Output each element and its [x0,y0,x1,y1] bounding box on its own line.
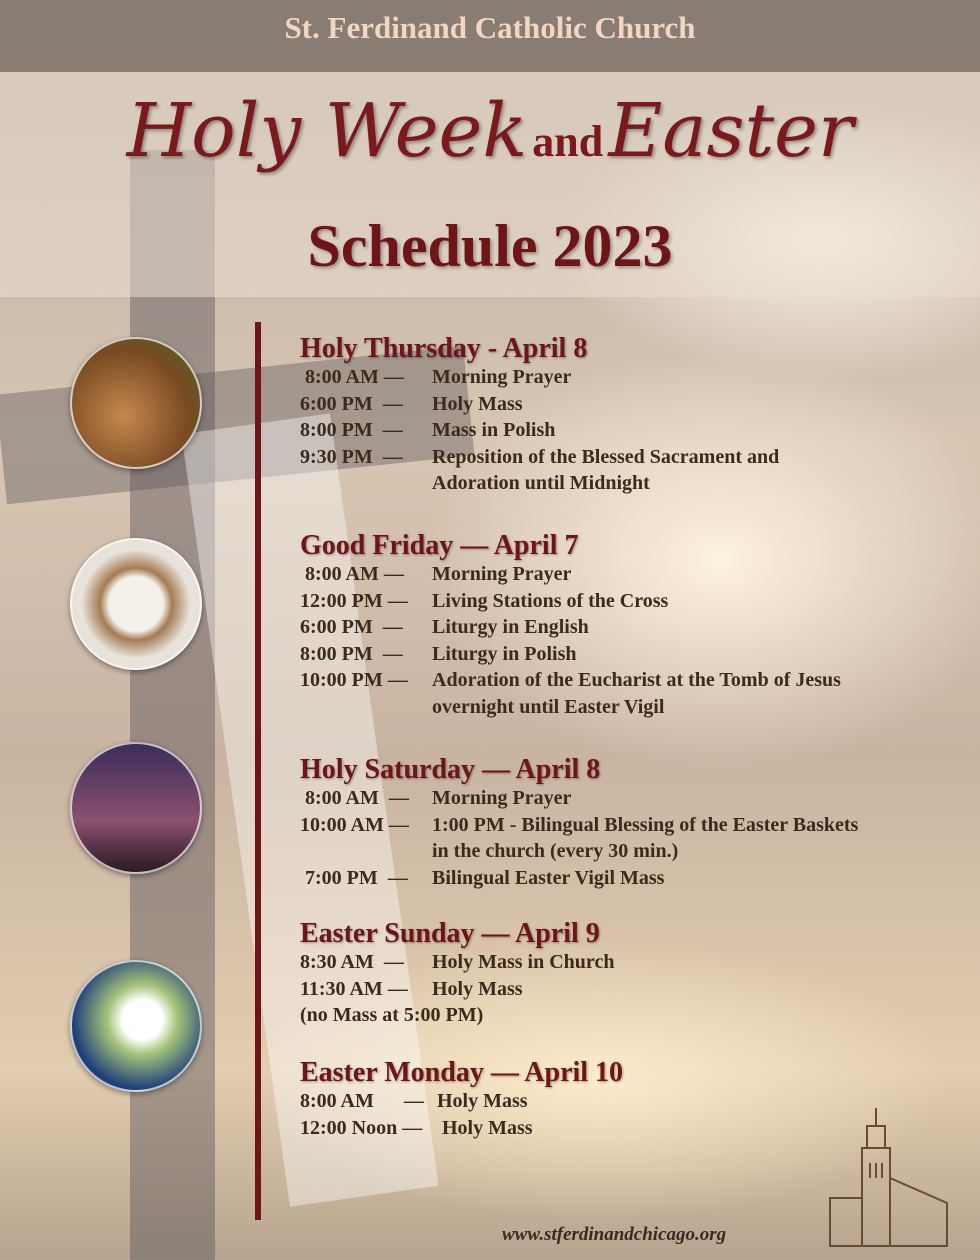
section-heading: Holy Saturday — April 8 [300,754,601,785]
event-time [300,838,432,865]
schedule-section [300,1057,623,1141]
page-subtitle: Schedule 2023 [307,213,673,279]
event-description: Liturgy in English [432,616,589,639]
event-description: Bilingual Easter Vigil Mass [432,866,665,889]
schedule-row [300,588,841,615]
event-description: Morning Prayer [432,366,572,388]
event-description: Adoration of the Eucharist at the Tomb of Jesus [432,669,841,692]
schedule-row [300,1002,614,1029]
website-link[interactable]: www.stferdinandchicago.org [502,1224,727,1245]
event-description: Holy Mass [432,1116,533,1139]
title-holy-week: Holy Week [126,88,528,174]
title-easter: Easter [608,88,854,174]
event-time: 9:30 PM — [300,445,403,468]
schedule-row [300,694,841,721]
section-heading: Holy Thursday - April 8 [300,333,588,364]
event-description: Living Stations of the Cross [432,589,669,612]
vertical-divider [255,322,261,1220]
crown-of-thorns-image [70,538,202,670]
schedule-row [300,417,779,444]
schedule-row [300,812,858,839]
event-time: 10:00 PM — [300,669,408,692]
schedule-row [300,865,858,892]
event-time: 10:00 AM — [300,813,409,836]
event-time: 8:00 AM — [300,366,404,388]
event-time: 7:00 PM — [300,866,408,889]
schedule-row [300,838,858,865]
schedule-row [300,785,858,812]
title-and: and [532,117,604,166]
event-description: Liturgy in Polish [432,642,577,665]
event-time [300,694,432,721]
schedule-row [300,614,841,641]
event-description: Mass in Polish [432,419,556,442]
event-time: 8:00 PM — [300,419,403,442]
church-building-icon [822,1108,954,1248]
schedule-row [300,1088,623,1115]
section-heading: Easter Sunday — April 9 [300,918,600,949]
event-description: 1:00 PM - Bilingual Blessing of the Easter Baskets [432,813,859,836]
event-time: 6:00 PM — [300,616,403,639]
event-time: 8:00 AM — [300,1090,424,1112]
event-time: 12:00 Noon — [300,1116,423,1139]
schedule-section [300,333,779,497]
event-description: in the church (every 30 min.) [432,840,679,863]
section-heading: Good Friday — April 7 [300,530,579,561]
event-time: 8:30 AM — [300,951,404,973]
schedule-row [300,949,614,976]
schedule-section [300,918,614,1029]
schedule-row [300,391,779,418]
schedule-row [300,1115,623,1142]
event-time [300,470,432,497]
church-name: St. Ferdinand Catholic Church [284,10,696,45]
event-time: 11:30 AM — [300,977,408,1000]
event-description: Holy Mass [432,977,523,1000]
event-description: Holy Mass [432,392,523,415]
section-heading: Easter Monday — April 10 [300,1057,624,1088]
event-time: 8:00 AM — [300,563,404,585]
event-description: Holy Mass [432,1090,528,1112]
event-time: 12:00 PM — [300,589,408,612]
event-description: Adoration until Midnight [432,472,650,495]
page-title [0,88,980,174]
schedule-row [300,444,779,471]
schedule-row [300,976,614,1003]
schedule-section [300,754,858,891]
schedule-row [300,470,779,497]
easter-lily-image [70,960,202,1092]
schedule-section [300,530,841,721]
event-description: Holy Mass in Church [432,951,615,973]
event-time: (no Mass at 5:00 PM) [300,1004,484,1027]
event-time: 8:00 AM — [300,787,409,809]
schedule-row [300,364,779,391]
cross-background [130,150,215,1260]
event-description: overnight until Easter Vigil [432,695,665,718]
schedule-row [300,561,841,588]
event-time: 6:00 PM — [300,392,403,415]
event-description: Reposition of the Blessed Sacrament and [432,445,780,468]
event-description: Morning Prayer [432,787,572,809]
bread-wine-image [70,337,202,469]
schedule-row [300,667,841,694]
event-description: Morning Prayer [432,563,572,585]
event-time: 8:00 PM — [300,642,403,665]
crosses-image [70,742,202,874]
schedule-row [300,641,841,668]
